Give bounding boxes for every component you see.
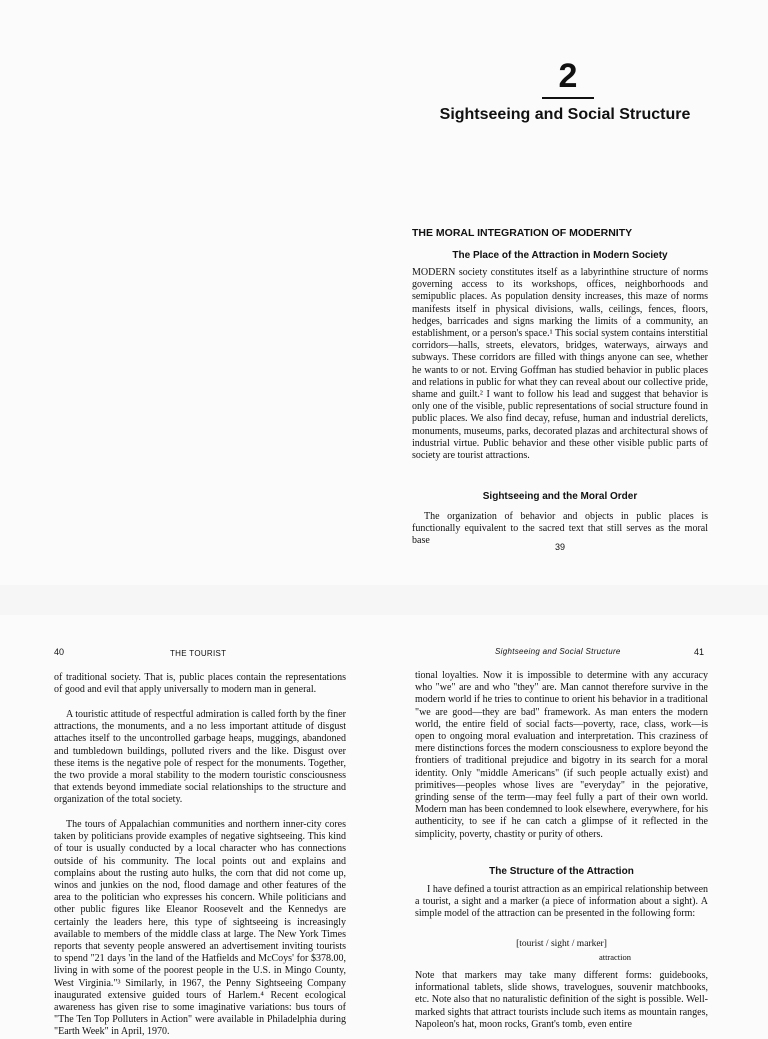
- page-gap: [0, 585, 768, 615]
- paragraph-appalachian-tours: The tours of Appalachian communities and northern inner-city cores taken by politicians provide examples of negative sightseeing. This kind of tour is usually conducted by a local character who has connections outside of his community. The local points out and explains and complains about the rusting auto hulks, the corn that did not come up, winos and junkies on the nod, flood damage and other features of the area to the politician who expresses his concern. While politicians and other public figures like Eleanor Roosevelt and the Kennedys are certainly the leaders here, this type of sightseeing is increasingly available to members of the middle class at large. The New York Times reports that seventy people answered an advertisement inviting tourists to spend "21 days 'in the land of the Hatfields and McCoys' for $378.00, living in with some of the poorest people in the U.S. in Mingo County, West Virginia."³ Similarly, in 1967, the Penny Sightseeing Company inaugurated extensive guided tours of Harlem.⁴ Recent ecological awareness has given rise to some imaginative variations: bus tours of "The Ten Top Polluters in Action" were available in Philadelphia during "Earth Week" in April, 1970.: [54, 819, 346, 1038]
- chapter-title: Sightseeing and Social Structure: [439, 106, 691, 123]
- page-number-40: 40: [54, 647, 65, 657]
- paragraph-markers: Note that markers may take many different forms: guidebooks, informational tablets, slide shows, travelogues, souvenir matchbooks, etc. Note also that no naturalistic definition of the sight is possible. Well-marked sights that attract tourists include such items as mountain ranges, Napoleon's hat, moon rocks, Grant's tomb, even entire: [415, 970, 708, 1030]
- page-number-41: 41: [694, 647, 705, 657]
- attraction-formula-label: attraction: [598, 952, 632, 962]
- paragraph-tional-loyalties: tional loyalties. Now it is impossible to determine with any accuracy who "we" are and who "they" are. Man cannot therefore survive in the modern world if he tries to continue to orient his behavior in a traditional "we are good—they are bad" framework. As man enters the modern world, the entire field of social facts—poverty, race, class, work—is open to ongoing moral evaluation and interpretation. This craziness of mere distinctions forces the modern consciousness to explore beyond the frontiers of traditional prejudice and bigotry in its search for a moral identity. Only "middle Americans" (if such people actually exist) and primitives—peoples whose lives are "everyday" in the pejorative, grinding sense of the term—may feel fully a part of their own world. Modern man has been condemned to look elsewhere, everywhere, for his authenticity, to see if he can catch a glimpse of it reflected in the simplicity, poverty, chastity or purity of others.: [415, 670, 708, 840]
- chapter-number: 2: [558, 57, 578, 95]
- running-head-left: THE TOURIST: [170, 649, 227, 658]
- subheading-place-of-attraction: The Place of the Attraction in Modern Society: [452, 250, 668, 261]
- chapter-number-rule: [542, 97, 594, 99]
- paragraph-tourist-attraction-definition: I have defined a tourist attraction as an empirical relationship between a tourist, a sight and a marker (a piece of information about a sight). A simple model of the attraction can be presented in the following form:: [415, 884, 709, 920]
- paragraph-modern-society: MODERN society constitutes itself as a labyrinthine structure of norms governing access to its workshops, offices, neighborhoods and semipublic places. As population density increases, this maze of norms manifests itself in physical divisions, walls, ceilings, fences, floors, hedges, barricades and signs marking the limits of a community, an establishment, or a person's space.¹ This social system contains interstitial corridors—halls, streets, elevators, bridges, waterways, airways and subways. These corridors are filled with things anyone can see, whether he wants to or not. Erving Goffman has studied behavior in public places and relations in public for what they can reveal about our collective pride, shame and guilt.² I want to follow his lead and suggest that behavior is only one of the visible, public representations of social structure found in public places. We also find decay, refuse, human and industrial derelicts, monuments, museums, parks, decorated plazas and architectural shows of industrial virtue. Public behavior and these other visible public parts of society are tourist attractions.: [412, 267, 708, 462]
- subheading-moral-order: Sightseeing and the Moral Order: [482, 491, 638, 502]
- paragraph-organization: The organization of behavior and objects in public places is functionally equivalent to the sacred text that still serves as the moral base: [412, 511, 708, 547]
- running-head-right: Sightseeing and Social Structure: [495, 647, 621, 656]
- page-number-39: 39: [554, 542, 565, 552]
- subheading-structure-of-attraction: The Structure of the Attraction: [489, 866, 634, 877]
- attraction-formula: [tourist / sight / marker]: [516, 939, 607, 949]
- section-heading: THE MORAL INTEGRATION OF MODERNITY: [412, 227, 633, 239]
- paragraph-touristic-attitude: A touristic attitude of respectful admiration is called forth by the finer attractions, the monuments, and a no less important attitude of disgust attaches itself to the uncontrolled garbage heaps, muggings, abandoned and tumbledown buildings, polluted rivers and the like. Disgust over these items is the negative pole of respect for the monuments. Together, the two provide a moral stability to the modern touristic consciousness that extends beyond immediate social relationships to the structure and organization of the total society.: [54, 709, 346, 806]
- spread-40-41: [0, 615, 768, 1038]
- paragraph-traditional-society: of traditional society. That is, public places contain the representations of good and evil that apply universally to modern man in general.: [54, 672, 346, 696]
